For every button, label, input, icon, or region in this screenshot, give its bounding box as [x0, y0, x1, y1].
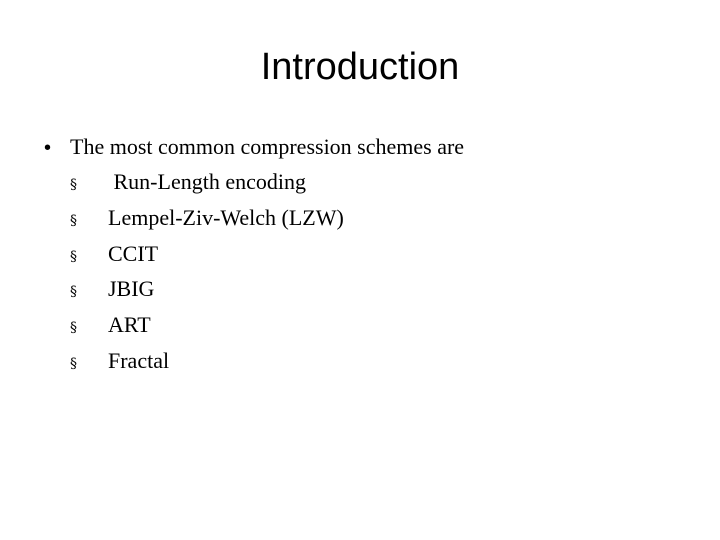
section-sign-bullet-icon: § [70, 212, 77, 229]
bullet-row [44, 130, 684, 164]
section-sign-bullet-icon: § [70, 177, 77, 193]
bullet-item [44, 130, 684, 379]
sub-bullet-item [44, 343, 684, 379]
section-sign-bullet-icon: § [70, 355, 77, 372]
sub-bullet-item [44, 200, 684, 236]
section-sign-bullet-icon: § [70, 248, 77, 265]
sub-bullet-text: CCIT [108, 240, 159, 266]
sub-bullet-text: Lempel-Ziv-Welch (LZW) [108, 204, 344, 230]
section-sign-bullet-icon: § [70, 320, 77, 337]
sub-bullet-text: Run-Length encoding [108, 169, 306, 194]
sub-bullet-item [44, 271, 684, 307]
sub-bullet-text: ART [108, 312, 151, 338]
bullet-text: The most common compression schemes are [70, 134, 465, 159]
section-sign-bullet-icon: § [70, 284, 77, 301]
bullet-list [44, 130, 684, 379]
sub-bullet-list [44, 164, 684, 379]
bullet-dot-icon: • [44, 137, 52, 159]
sub-bullet-text: Fractal [108, 347, 170, 373]
sub-bullet-text: JBIG [108, 276, 155, 302]
slide-title: Introduction [260, 46, 460, 88]
sub-bullet-item [44, 236, 684, 272]
sub-bullet-item [44, 164, 684, 200]
sub-bullet-item [44, 307, 684, 343]
